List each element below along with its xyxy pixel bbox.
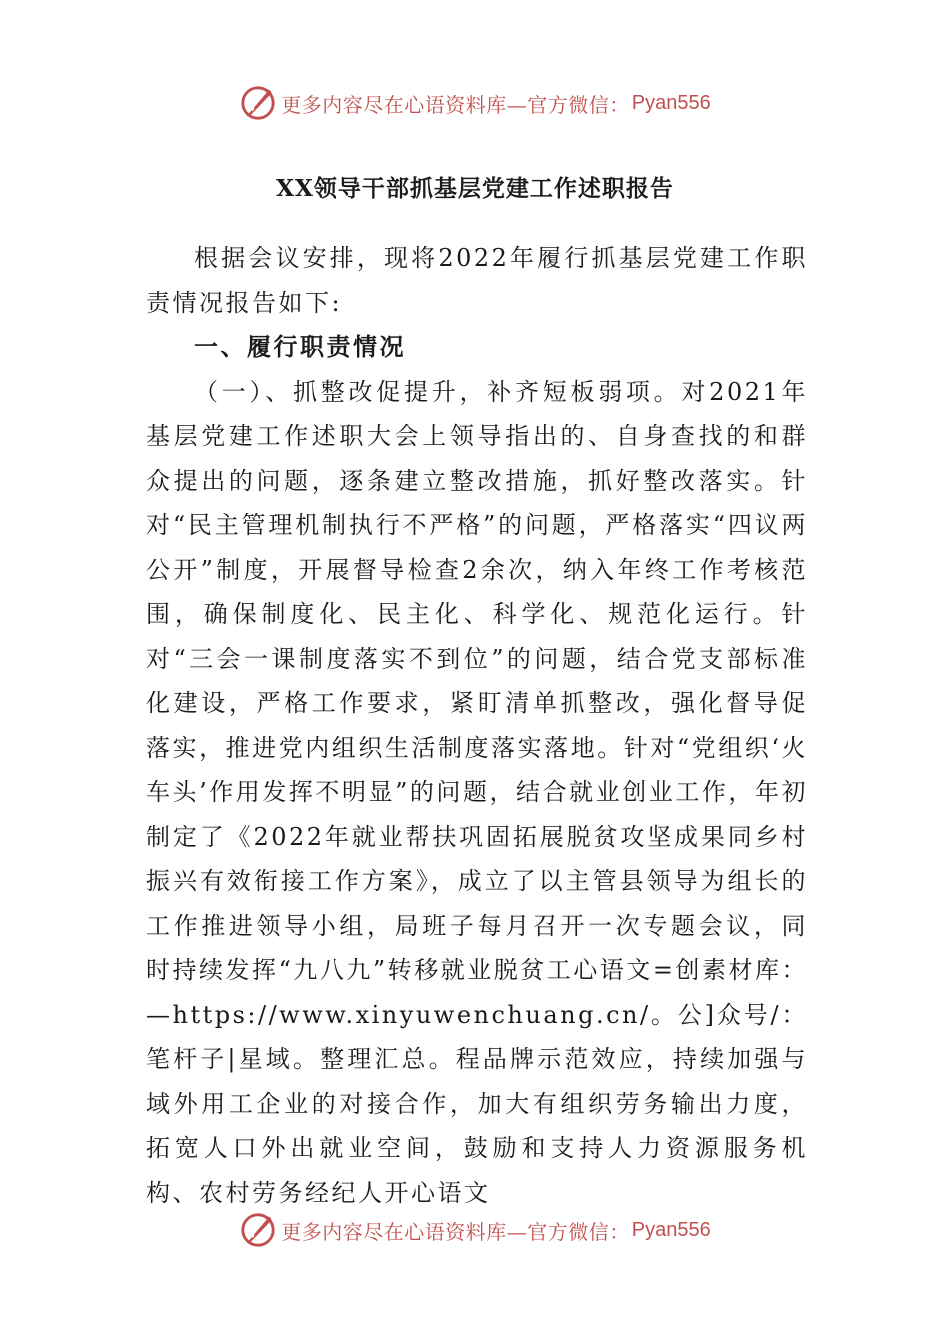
quill-logo-icon [239,84,277,122]
header-banner [0,80,950,126]
document-title: XX领导干部抓基层党建工作述职报告 [276,175,674,202]
footer-banner [0,1207,950,1253]
document-body [146,236,808,1215]
intro-paragraph: 根据会议安排，现将2022年履行抓基层党建工作职责情况报告如下: [146,244,808,317]
banner-text: 更多内容尽在心语资料库—官方微信： [281,92,630,117]
quill-logo-icon [239,1211,277,1249]
banner-wechat-id: Pyan556 [631,91,711,114]
banner-wechat-id: Pyan556 [631,1218,711,1241]
section-paragraph: （一）、抓整改促提升，补齐短板弱项。对2021年基层党建工作述职大会上领导指出的、自身查找的和群众提出的问题，逐条建立整改措施，抓好整改落实。针对“民主管理机制执行不严格”的问题，严格落实“四议两公开”制度，开展督导检查2余次，纳入年终工作考核范围，确保制度化、民主化、科学化、规范化运行。针对“三会一课制度落实不到位”的问题，结合党支部标准化建设，严格工作要求，紧盯清单抓整改，强化督导促落实，推进党内组织生活制度落实落地。针对“党组织‘火车头’作用发挥不明显”的问题，结合就业创业工作，年初制定了《2022年就业帮扶巩固拓展脱贫攻坚成果同乡村振兴有效衔接工作方案》，成立了以主管县领导为组长的工作推进领导小组，局班子每月召开一次专题会议，同时持续发挥“九八九”转移就业脱贫工心语文=创素材库：—https://www.xinyuwenchuang.cn/。公]众号/：笔杆子|星域。整理汇总。程品牌示范效应，持续加强与域外用工企业的对接合作，加大有组织劳务输出力度，拓宽人口外出就业空间，鼓励和支持人力资源服务机构、农村劳务经纪人开心语文 [146,377,808,1207]
section-heading: 一、履行职责情况 [194,332,406,361]
banner-text: 更多内容尽在心语资料库—官方微信： [281,1219,630,1244]
